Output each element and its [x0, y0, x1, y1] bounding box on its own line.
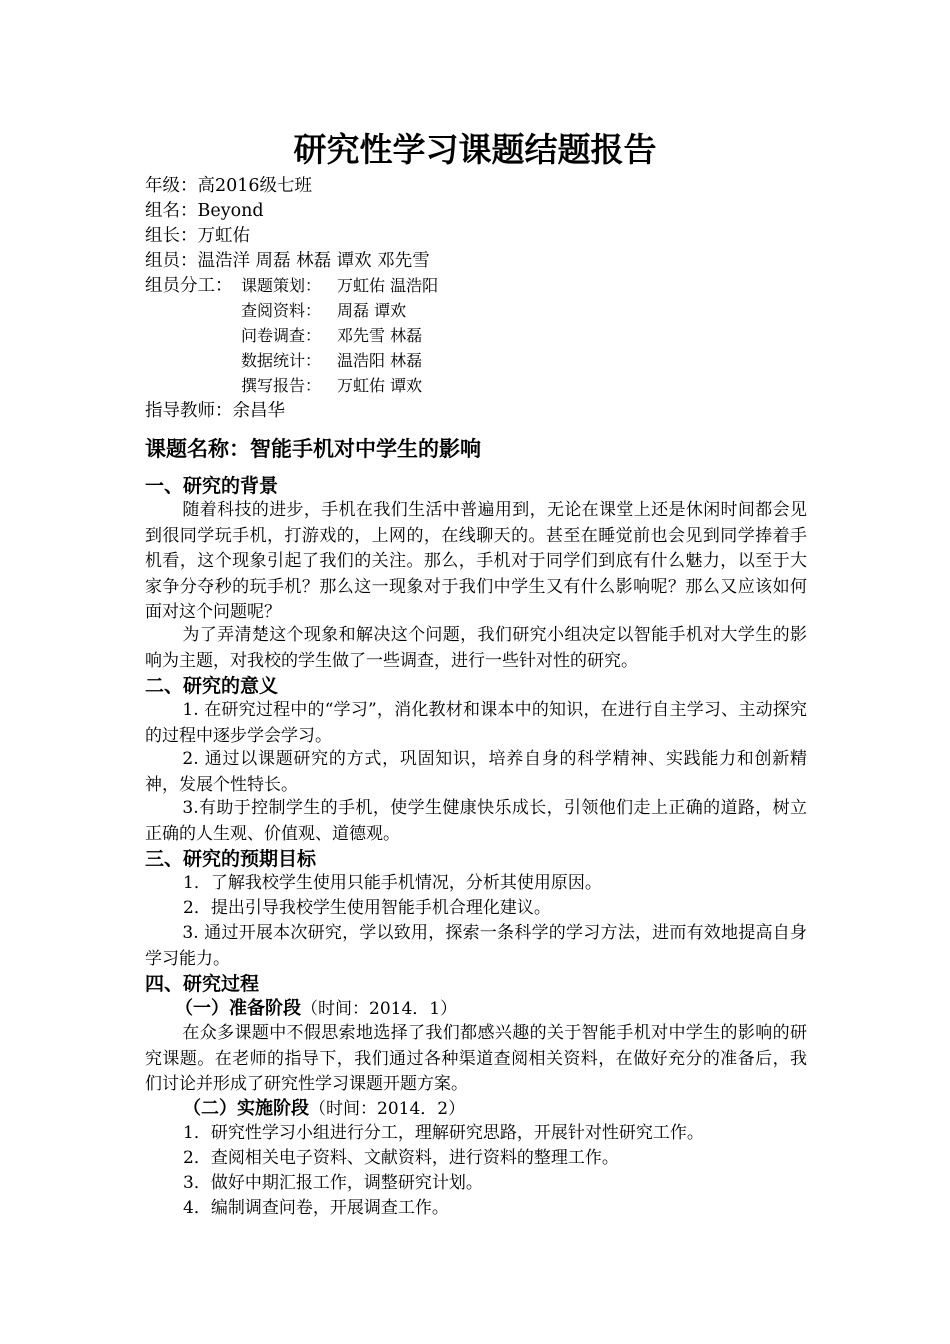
- stage-1-title: （一）准备阶段: [175, 998, 301, 1019]
- division-task: 课题策划：: [241, 276, 322, 295]
- process-item-2: 2．查阅相关电子资料、文献资料，进行资料的整理工作。: [183, 1148, 619, 1168]
- goal-item-1: 1．了解我校学生使用只能手机情况，分析其使用原因。: [183, 873, 602, 893]
- division-people: 温浩阳 林磊: [337, 351, 423, 370]
- stage-2-title: （二）实施阶段: [183, 1098, 309, 1119]
- background-paragraph-2: 为了弄清楚这个现象和解决这个问题，我们研究小组决定以智能手机对大学生的影响为主题，对我校的学生做了一些调查，进行一些针对性的研究。: [145, 625, 807, 671]
- subject-heading: 课题名称：智能手机对中学生的影响: [145, 437, 481, 461]
- division-people: 周磊 谭欢: [337, 301, 407, 320]
- section-heading-meaning: 二、研究的意义: [145, 675, 279, 697]
- goal-item-2: 2．提出引导我校学生使用智能手机合理化建议。: [183, 898, 551, 918]
- division-task: 查阅资料：: [241, 301, 322, 320]
- division-task: 问卷调查：: [241, 326, 322, 345]
- background-paragraph-1: 随着科技的进步，手机在我们生活中普遍用到，无论在课堂上还是休闲时间都会见到很同学玩手机，打游戏的，上网的，在线聊天的。甚至在睡觉前也会见到同学捧着手机看，这个现象引起了我们的关注。那么，手机对于同学们到底有什么魅力，以至于大家争分夺秒的玩手机？那么这一现象对于我们中学生又有什么影响呢？那么又应该如何面对这个问题呢？: [145, 500, 807, 622]
- division-people: 万虹佑 温浩阳: [337, 276, 439, 295]
- division-people: 万虹佑 谭欢: [337, 376, 423, 395]
- page-title: 研究性学习课题结题报告: [293, 130, 657, 169]
- section-heading-background: 一、研究的背景: [145, 475, 279, 497]
- leader-line: 组长：万虹佑: [145, 226, 250, 246]
- section-heading-process: 四、研究过程: [145, 973, 260, 995]
- members-line: 组员：温浩洋 周磊 林磊 谭欢 邓先雪: [145, 251, 430, 271]
- stage-1-paragraph: 在众多课题中不假思索地选择了我们都感兴趣的关于智能手机对中学生的影响的研究课题。在老师的指导下，我们通过各种渠道查阅相关资料，在做好充分的准备后，我们讨论并形成了研究性学习课题开题方案。: [145, 1023, 807, 1094]
- division-task: 撰写报告：: [241, 376, 322, 395]
- meaning-paragraph-3: 3.有助于控制学生的手机，使学生健康快乐成长，引领他们走上正确的道路，树立正确的人生观、价值观、道德观。: [145, 798, 807, 844]
- process-item-4: 4．编制调查问卷，开展调查工作。: [183, 1198, 449, 1218]
- group-name-line: 组名：Beyond: [145, 201, 264, 221]
- division-task: 数据统计：: [241, 351, 322, 370]
- division-people: 邓先雪 林磊: [337, 326, 423, 345]
- stage-1-time: （时间：2014．1）: [301, 999, 458, 1019]
- stage-1-heading: [175, 996, 457, 1022]
- process-item-1: 1．研究性学习小组进行分工，理解研究思路，开展针对性研究工作。: [183, 1123, 704, 1143]
- division-label: 组员分工：: [145, 276, 233, 296]
- goal-paragraph-3: 3. 通过开展本次研究，学以致用，探索一条科学的学习方法，进而有效地提高自身学习能力。: [145, 923, 807, 969]
- grade-line: 年级：高2016级七班: [145, 176, 313, 196]
- teacher-line: 指导教师：余昌华: [145, 401, 285, 421]
- meaning-paragraph-2: 2. 通过以课题研究的方式，巩固知识，培养自身的科学精神、实践能力和创新精神，发展个性特长。: [145, 749, 807, 795]
- stage-2-heading: [183, 1096, 465, 1122]
- section-heading-goals: 三、研究的预期目标: [145, 848, 317, 870]
- meaning-paragraph-1: 1. 在研究过程中的“学习”，消化教材和课本中的知识，在进行自主学习、主动探究的过程中逐步学会学习。: [145, 700, 807, 746]
- process-item-3: 3．做好中期汇报工作，调整研究计划。: [183, 1173, 483, 1193]
- stage-2-time: （时间：2014．2）: [309, 1099, 466, 1119]
